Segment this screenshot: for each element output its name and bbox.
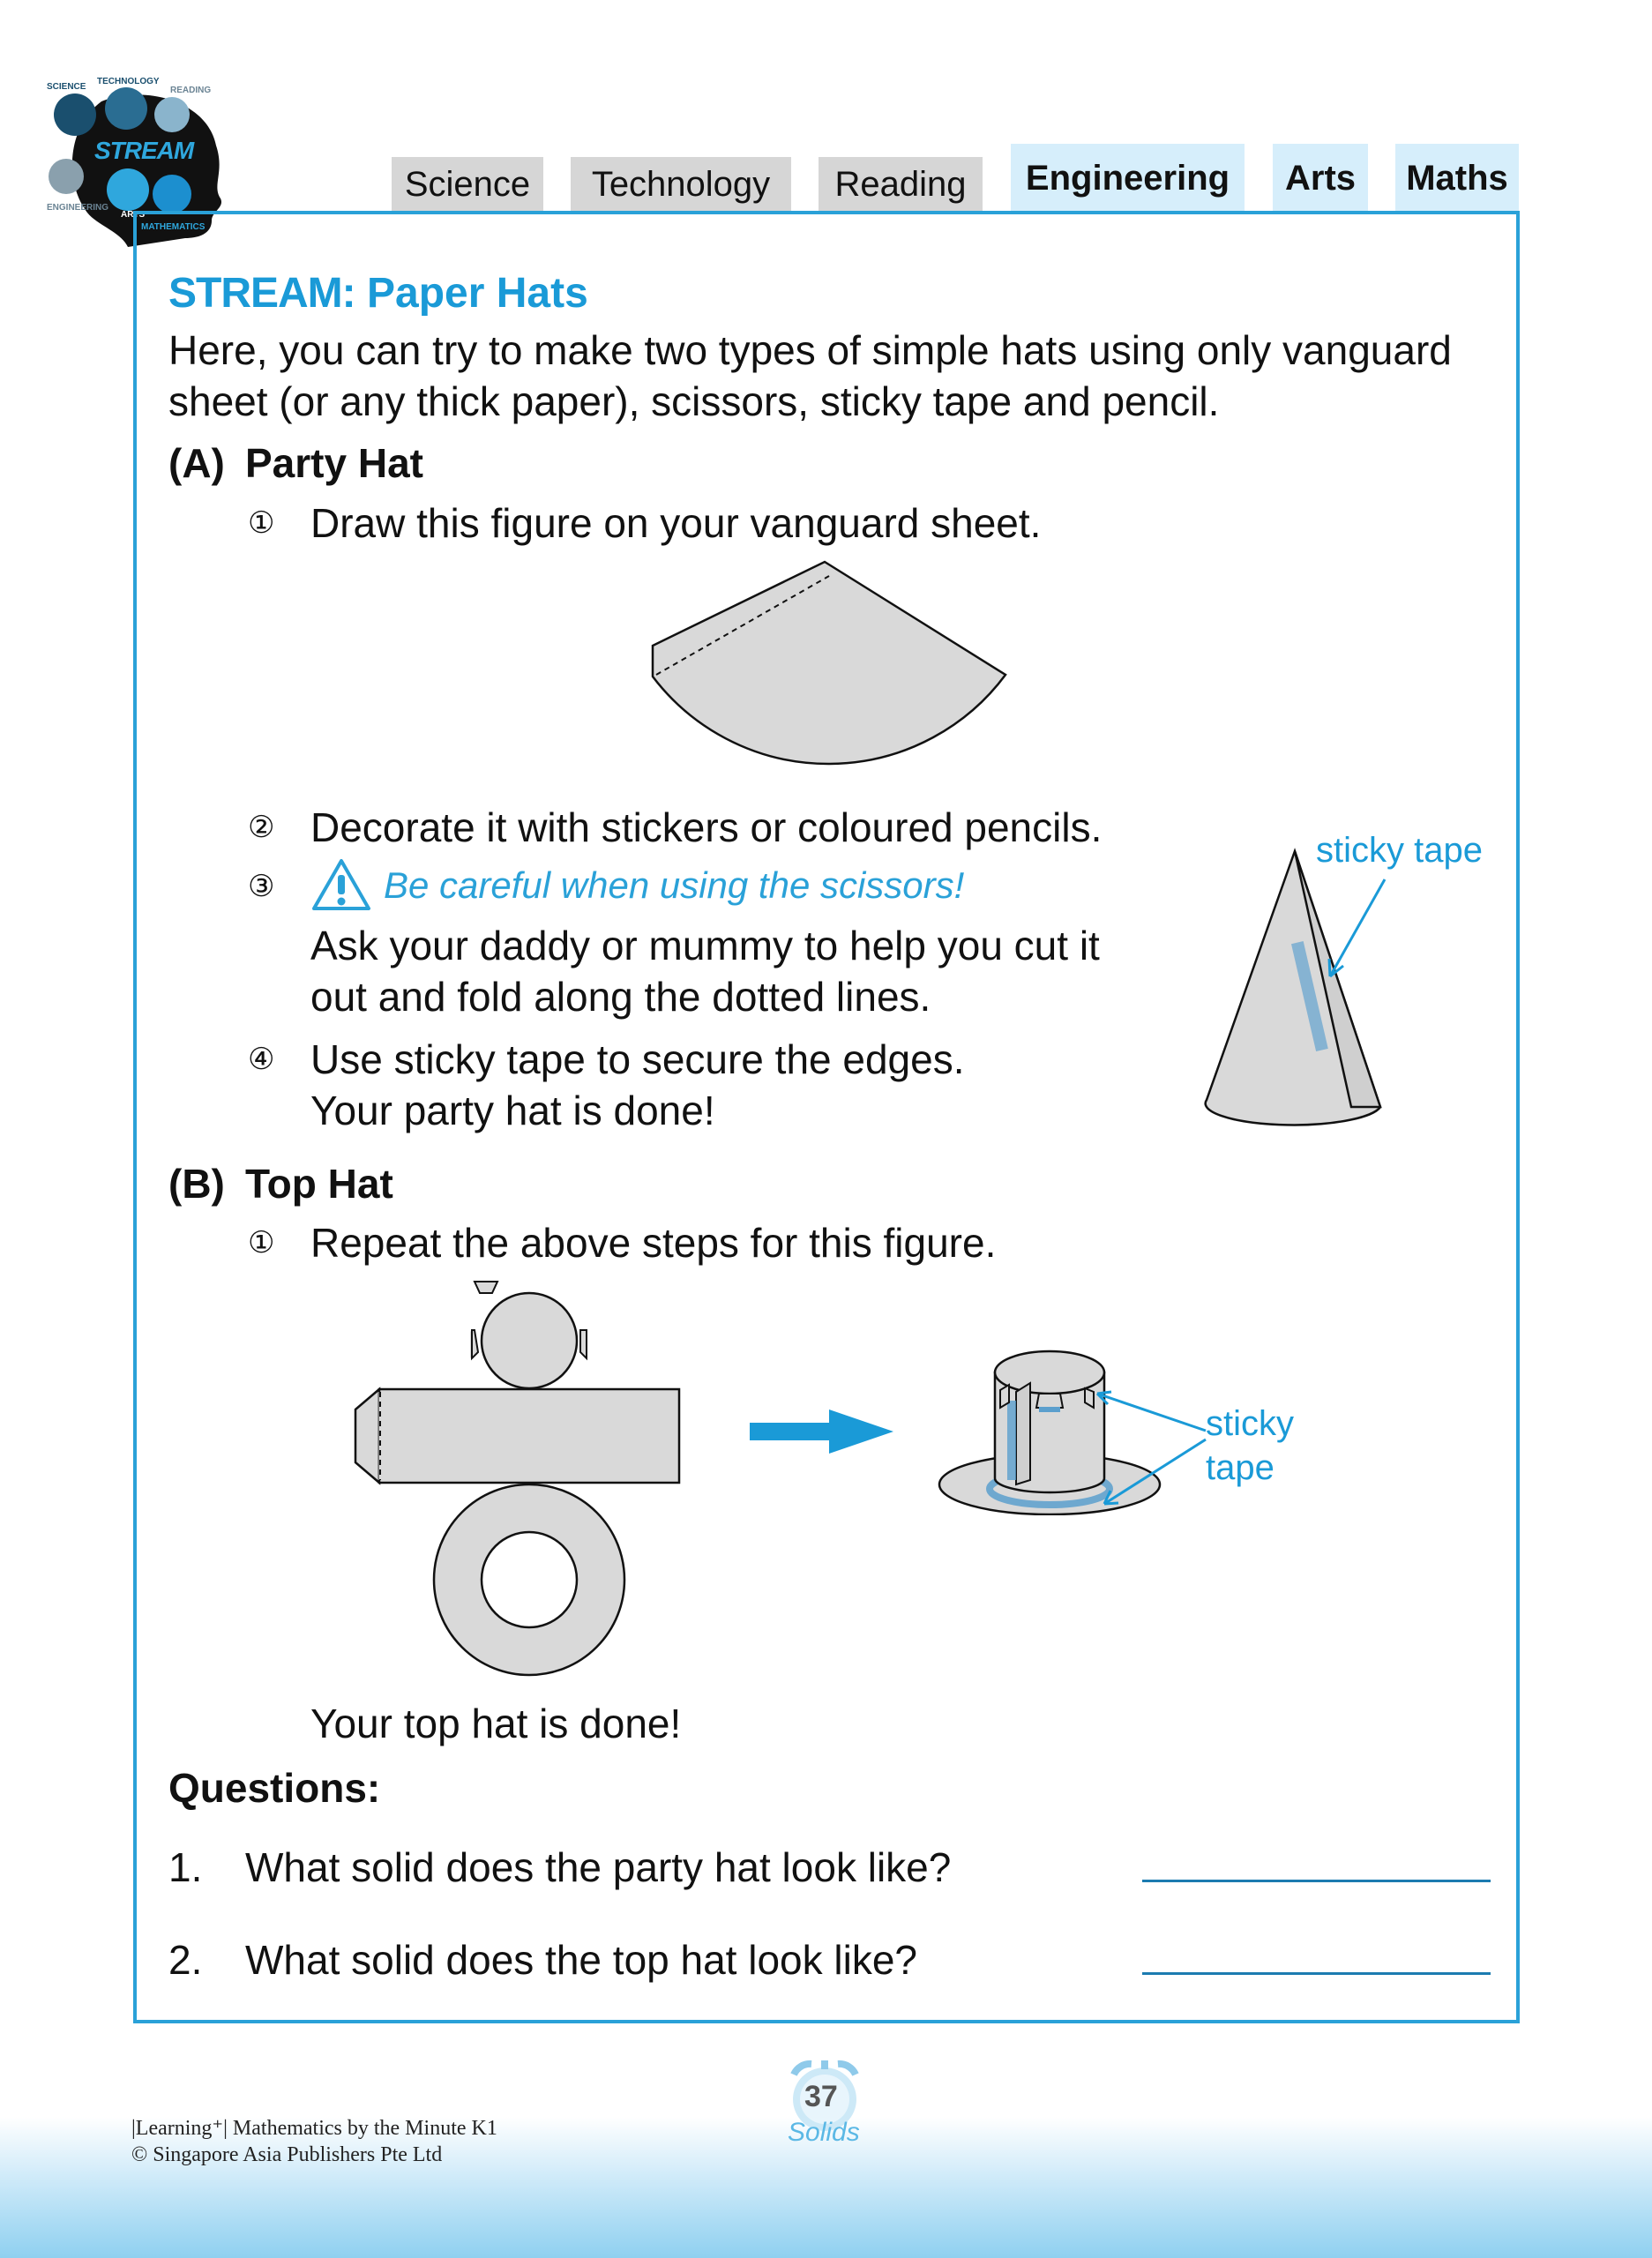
top-hat-seam-tape xyxy=(1007,1401,1016,1480)
step-a4-number: ④ xyxy=(248,1043,275,1076)
party-hat-cone-figure xyxy=(1200,842,1411,1133)
logo-label-mathematics: MATHEMATICS xyxy=(141,222,206,232)
footer-book-title: |Learning⁺| Mathematics by the Minute K1 xyxy=(131,2117,497,2140)
question-1-text: What solid does the party hat look like? xyxy=(245,1844,952,1890)
tab-maths[interactable]: Maths xyxy=(1395,144,1519,213)
step-a3-number: ③ xyxy=(248,870,275,903)
page-number: 37 xyxy=(804,2080,838,2113)
tab-science[interactable]: Science xyxy=(392,157,543,212)
section-a-marker: (A) xyxy=(168,440,225,486)
question-2-number: 2. xyxy=(168,1937,203,1983)
top-hat-done-text: Your top hat is done! xyxy=(310,1701,682,1746)
party-hat-tape-pointer xyxy=(1330,879,1385,976)
step-a3-line1: Ask your daddy or mummy to help you cut it xyxy=(310,923,1100,968)
warning-icon xyxy=(310,857,372,912)
section-b-heading: Top Hat xyxy=(245,1161,393,1207)
logo-label-technology: TECHNOLOGY xyxy=(97,77,160,86)
answer-1-line[interactable] xyxy=(1142,1880,1491,1882)
tab-engineering[interactable]: Engineering xyxy=(1011,144,1245,213)
title-prefix: STREAM: xyxy=(168,270,355,317)
section-a-heading: Party Hat xyxy=(245,440,423,486)
question-1-number: 1. xyxy=(168,1844,203,1890)
party-hat-sector xyxy=(653,562,1005,764)
tab-technology[interactable]: Technology xyxy=(571,157,791,212)
step-a4-line2: Your party hat is done! xyxy=(310,1088,715,1133)
tab-arts[interactable]: Arts xyxy=(1273,144,1368,213)
answer-2-line[interactable] xyxy=(1142,1972,1491,1975)
top-hat-lid-circle xyxy=(482,1293,577,1388)
step-b1-number: ① xyxy=(248,1226,275,1260)
top-hat-tape-label-2: tape xyxy=(1206,1448,1275,1487)
intro-text: Here, you can try to make two types of simple hats using only vanguard sheet (or any thick paper), scissors, sticky tape and pencil. xyxy=(168,327,1452,424)
step-a1-number: ① xyxy=(248,506,275,540)
title-text: Paper Hats xyxy=(367,270,588,317)
step-a3-line2: out and fold along the dotted lines. xyxy=(310,974,931,1020)
arrow-right-icon xyxy=(748,1409,898,1454)
top-hat-tape-pointers xyxy=(1087,1385,1210,1517)
top-hat-side-rectangle xyxy=(379,1389,679,1483)
page-title xyxy=(168,269,588,318)
step-a2-number: ② xyxy=(248,811,275,844)
scissors-warning: Be careful when using the scissors! xyxy=(384,864,965,906)
tab-reading[interactable]: Reading xyxy=(819,157,983,212)
section-b-marker: (B) xyxy=(168,1161,225,1207)
logo-label-arts: ARTS xyxy=(121,210,146,220)
logo-label-engineering: ENGINEERING xyxy=(47,203,109,213)
top-hat-tape-label-1: sticky xyxy=(1206,1404,1294,1443)
top-hat-net-figure xyxy=(348,1277,692,1683)
party-hat-tape-label: sticky tape xyxy=(1316,831,1483,870)
step-b1-text: Repeat the above steps for this figure. xyxy=(310,1220,997,1266)
step-a1-text: Draw this figure on your vanguard sheet. xyxy=(310,500,1042,546)
step-a4-line1: Use sticky tape to secure the edges. xyxy=(310,1036,965,1082)
logo-label-reading: READING xyxy=(170,86,212,95)
party-hat-net-figure xyxy=(644,556,1014,785)
question-2-text: What solid does the top hat look like? xyxy=(245,1937,918,1983)
page-topic: Solids xyxy=(788,2118,860,2147)
logo-label-science: SCIENCE xyxy=(47,82,86,92)
step-a2-text: Decorate it with stickers or coloured pencils. xyxy=(310,804,1103,850)
questions-heading: Questions: xyxy=(168,1765,381,1811)
logo-stream-word: STREAM xyxy=(94,137,194,164)
footer-copyright: © Singapore Asia Publishers Pte Ltd xyxy=(131,2143,443,2166)
